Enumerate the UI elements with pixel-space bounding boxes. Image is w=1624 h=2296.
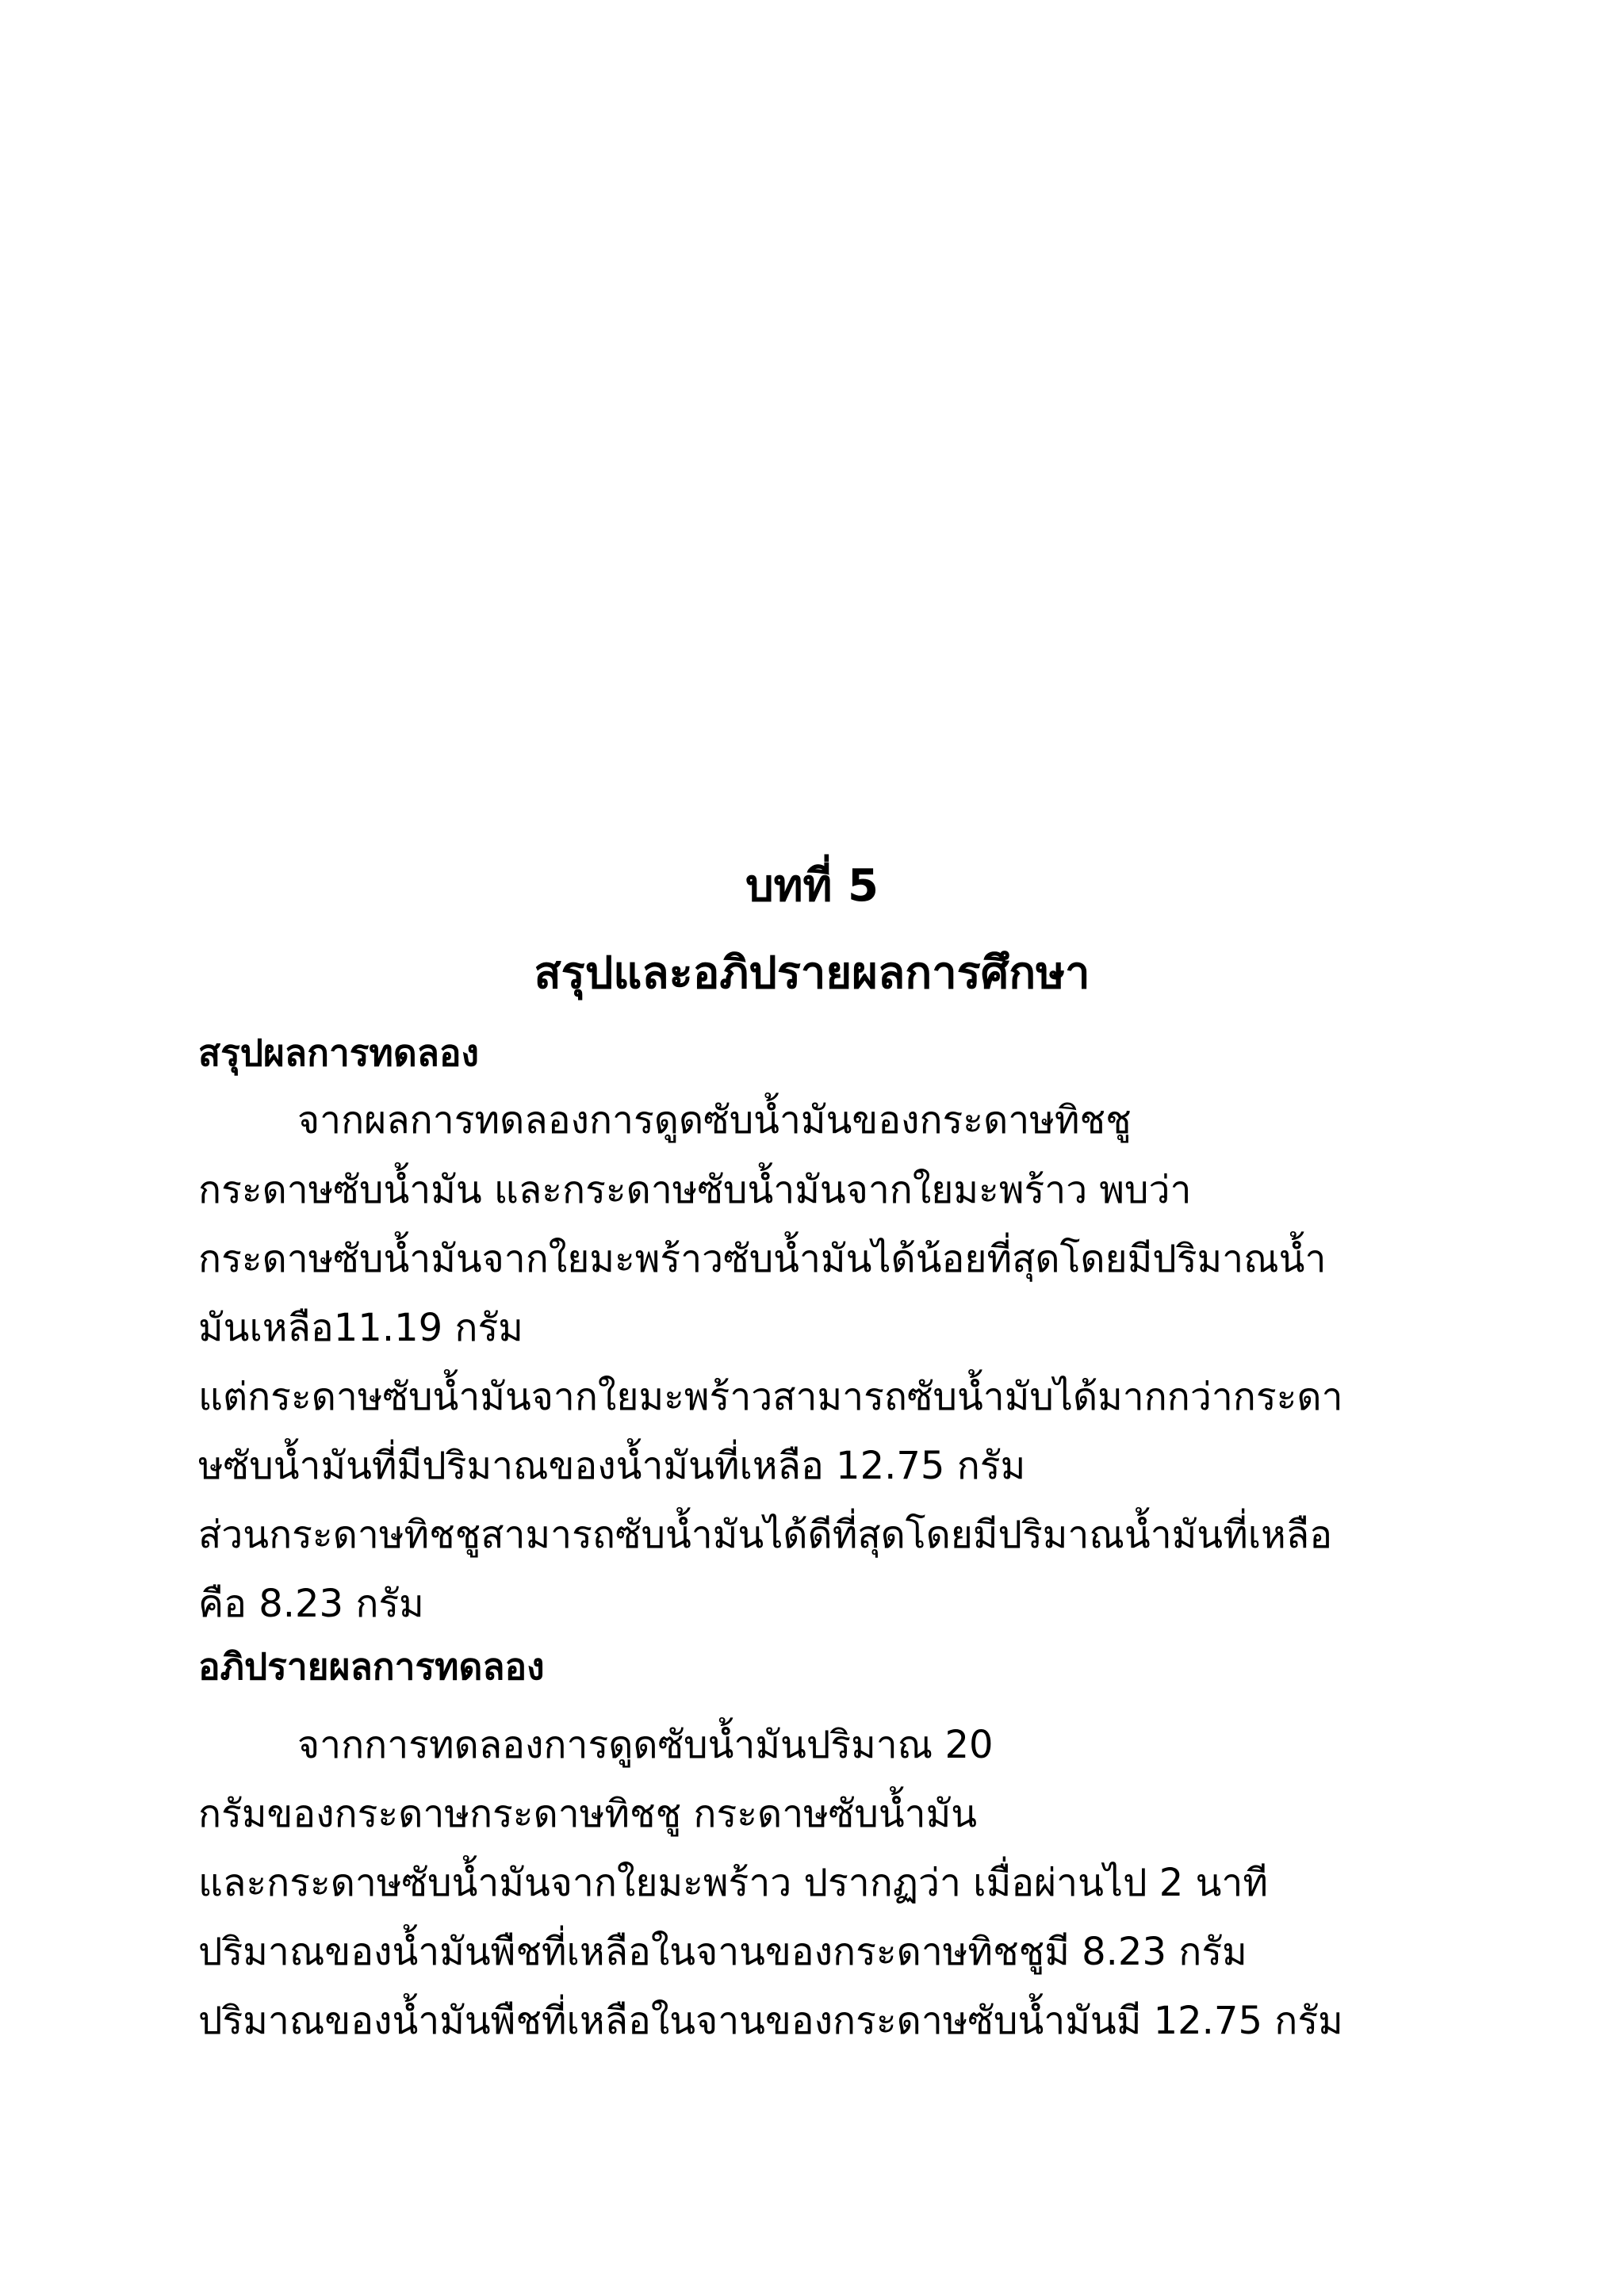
discussion-paragraph-line: จากการทดลองการดูดซับน้ำมันปริมาณ 20 — [297, 1723, 994, 1767]
summary-paragraph-line: คือ 8.23 กรัม — [198, 1582, 424, 1626]
chapter-number: บทที่ 5 — [745, 860, 879, 912]
summary-paragraph-line: จากผลการทดลองการดูดซับน้ำมันของกระดาษทิชชู — [297, 1098, 1132, 1142]
discussion-paragraph-line: กรัมของกระดาษกระดาษทิชชู กระดาษซับน้ำมัน — [198, 1792, 978, 1836]
section-heading-summary: สรุปผลการทดลอง — [198, 1031, 479, 1074]
summary-paragraph-line: กระดาษซับน้ำมัน และกระดาษซับน้ำมันจากใยมะพร้าว พบว่า — [198, 1168, 1192, 1212]
summary-paragraph-line: ส่วนกระดาษทิชชูสามารถซับน้ำมันได้ดีที่สุดโดยมีปริมาณน้ำมันที่เหลือ — [198, 1513, 1333, 1557]
section-heading-discussion: อภิปรายผลการทดลอง — [198, 1645, 545, 1688]
discussion-paragraph-line: ปริมาณของน้ำมันพืชที่เหลือในจานของกระดาษทิชชูมี 8.23 กรัม — [198, 1930, 1247, 1974]
discussion-paragraph-line: และกระดาษซับน้ำมันจากใยมะพร้าว ปรากฏว่า เมื่อผ่านไป 2 นาที — [198, 1861, 1268, 1905]
summary-paragraph-line: มันเหลือ11.19 กรัม — [198, 1306, 523, 1350]
summary-paragraph-line: แต่กระดาษซับน้ำมันจากใยมะพร้าวสามารถซับน้ำมับได้มากกว่ากระดา — [198, 1375, 1343, 1419]
summary-paragraph-line: ษซับน้ำมันที่มีปริมาณของน้ำมันที่เหลือ 12.75 กรัม — [198, 1444, 1026, 1488]
summary-paragraph-line: กระดาษซับน้ำมันจากใยมะพร้าวซับน้ำมันได้น้อยที่สุดโดยมีปริมาณน้ำ — [198, 1237, 1327, 1281]
chapter-title: สรุปและอภิปรายผลการศึกษา — [534, 947, 1090, 999]
discussion-paragraph-line: ปริมาณของน้ำมันพืชที่เหลือในจานของกระดาษซับน้ำมันมี 12.75 กรัม — [198, 1999, 1343, 2043]
